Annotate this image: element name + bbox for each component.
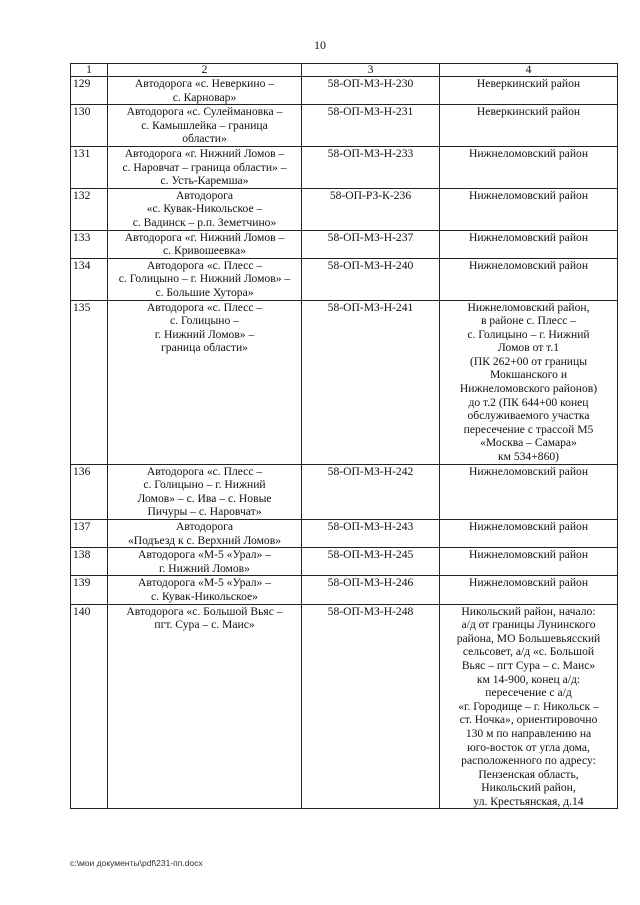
district-line: Нижнеломовский район [468, 146, 589, 160]
road-name-line: Пичуры – с. Наровчат» [147, 505, 262, 519]
row-number: 131 [71, 146, 108, 188]
district-cell [440, 230, 618, 258]
table-row [71, 146, 618, 188]
district-cell [440, 146, 618, 188]
table-row [71, 576, 618, 604]
road-name-cell [108, 300, 302, 464]
road-code: 58-ОП-МЗ-Н-241 [302, 300, 440, 464]
footer-file-path: c:\мои документы\pdf\231-пп.docx [70, 858, 203, 868]
row-number: 136 [71, 464, 108, 519]
road-name-line: области» [182, 132, 227, 146]
road-code: 58-ОП-МЗ-Н-237 [302, 230, 440, 258]
table-row [71, 230, 618, 258]
district-cell [440, 188, 618, 230]
column-header-district: 4 [440, 64, 618, 77]
road-code: 58-ОП-МЗ-Н-243 [302, 520, 440, 548]
district-line: (ПК 262+00 от границы [470, 354, 587, 368]
district-line: Никольский район, начало: [461, 604, 596, 618]
district-line: в районе с. Плесс – [480, 314, 577, 328]
district-line: Нижнеломовский район [468, 188, 589, 202]
district-line: пересечение с трассой М5 [463, 422, 594, 436]
road-name-cell [108, 548, 302, 576]
road-name-cell [108, 604, 302, 809]
district-cell [440, 548, 618, 576]
district-cell [440, 105, 618, 147]
table-row [71, 604, 618, 809]
road-name-line: Автодорога «с. Плесс – [146, 258, 263, 272]
district-line: сельсовет, а/д «с. Большой [462, 645, 595, 659]
road-name-line: с. Наровчат – граница области» – [122, 160, 287, 174]
table-row [71, 300, 618, 464]
road-name-line: Автодорога «с. Плесс – [146, 464, 263, 478]
district-line: а/д от границы Лунинского [461, 618, 596, 632]
district-line: Ломов от т.1 [497, 341, 560, 355]
district-line: Нижнеломовский район [468, 520, 589, 533]
district-line: Неверкинский район [476, 77, 581, 90]
district-line: пересечение с а/д [485, 686, 572, 700]
district-line: ст. Ночка», ориентировочно [459, 713, 598, 727]
road-name-line: с. Голицыно – [170, 314, 239, 328]
road-name-line: с. Голицыно – г. Нижний Ломов» – [118, 272, 291, 286]
row-number: 130 [71, 105, 108, 147]
road-name-line: граница области» [161, 341, 248, 355]
column-header-number: 1 [71, 64, 108, 77]
road-code: 58-ОП-МЗ-Н-246 [302, 576, 440, 604]
road-name-line: с. Камышлейка – граница [141, 118, 268, 132]
table-row [71, 258, 618, 300]
road-name-cell [108, 105, 302, 147]
road-name-line: Ломов» – с. Ива – с. Новые [137, 491, 272, 505]
district-line: Никольский район, [481, 781, 576, 795]
road-name-cell [108, 520, 302, 548]
road-name-line: «с. Кувак-Никольское – [146, 202, 263, 216]
road-code: 58-ОП-МЗ-Н-248 [302, 604, 440, 809]
district-line: Неверкинский район [476, 105, 581, 119]
district-cell [440, 77, 618, 105]
district-cell [440, 464, 618, 519]
district-cell [440, 300, 618, 464]
district-line: км 534+860) [497, 450, 560, 464]
table-row [71, 520, 618, 548]
district-cell [440, 520, 618, 548]
road-name-cell [108, 146, 302, 188]
road-code: 58-ОП-МЗ-Н-231 [302, 105, 440, 147]
district-line: Нижнеломовский район [468, 230, 589, 244]
road-name-line: Автодорога «М-5 «Урал» – [138, 548, 271, 562]
district-line: Нижнеломовский район [468, 548, 589, 562]
district-cell [440, 258, 618, 300]
road-name-cell [108, 77, 302, 105]
road-name-line: Автодорога «с. Сулеймановка – [126, 105, 283, 119]
district-line: Нижнеломовский район, [467, 300, 590, 314]
page-number: 10 [314, 38, 326, 52]
road-name-line: с. Усть-Каремша» [160, 174, 249, 188]
district-line: района, МО Большевьясский [456, 631, 601, 645]
road-code: 58-ОП-МЗ-Н-242 [302, 464, 440, 519]
road-name-cell [108, 464, 302, 519]
road-name-line: г. Нижний Ломов» [159, 561, 250, 575]
district-line: расположенного по адресу: [461, 754, 596, 768]
row-number: 135 [71, 300, 108, 464]
district-line: Пензенская область, [478, 767, 579, 781]
table-row [71, 77, 618, 105]
road-name-line: с. Голицыно – г. Нижний [143, 478, 266, 492]
row-number: 139 [71, 576, 108, 604]
district-line: Нижнеломовский район [468, 464, 589, 478]
road-name-line: Автодорога «г. Нижний Ломов – [124, 230, 285, 244]
road-name-cell [108, 188, 302, 230]
district-line: Нижнеломовского районов) [459, 382, 598, 396]
row-number: 132 [71, 188, 108, 230]
district-line: Нижнеломовский район [468, 258, 589, 272]
district-line: ул. Крестьянская, д.14 [473, 794, 584, 808]
row-number: 134 [71, 258, 108, 300]
district-line: с. Голицыно – г. Нижний [467, 327, 590, 341]
district-line: до т.2 (ПК 644+00 конец [468, 395, 589, 409]
district-line: км 14-900, конец а/д: [476, 672, 581, 686]
road-name-line: Автодорога «г. Нижний Ломов – [124, 146, 285, 160]
column-header-road-code: 3 [302, 64, 440, 77]
table-row [71, 548, 618, 576]
district-cell [440, 576, 618, 604]
road-code: 58-ОП-МЗ-Н-240 [302, 258, 440, 300]
road-name-line: с. Карновар» [172, 90, 237, 104]
road-name-line: Автодорога [175, 188, 234, 202]
row-number: 140 [71, 604, 108, 809]
district-line: юго-восток от угла дома, [467, 740, 590, 754]
road-name-line: Автодорога «с. Плесс – [146, 300, 263, 314]
district-line: обслуживаемого участка [467, 409, 590, 423]
roads-table [70, 63, 618, 809]
road-name-line: пгт. Сура – с. Маис» [154, 618, 255, 632]
district-line: Вьяс – пгт Сура – с. Маис» [461, 658, 596, 672]
road-code: 58-ОП-МЗ-Н-245 [302, 548, 440, 576]
district-line: «Москва – Самара» [480, 436, 577, 450]
district-line: 130 м по направлению на [465, 726, 592, 740]
table-header-row [71, 64, 618, 77]
district-line: Нижнеломовский район [468, 576, 589, 590]
road-name-cell [108, 258, 302, 300]
road-name-line: Автодорога «с. Неверкино – [134, 77, 275, 90]
row-number: 133 [71, 230, 108, 258]
district-line: «г. Городище – г. Никольск – [458, 699, 599, 713]
row-number: 129 [71, 77, 108, 105]
road-name-line: с. Вадинск – р.п. Земетчино» [132, 215, 277, 229]
road-name-line: г. Нижний Ломов» – [154, 327, 255, 341]
row-number: 137 [71, 520, 108, 548]
road-name-line: с. Кувак-Никольское» [151, 589, 258, 603]
district-cell [440, 604, 618, 809]
road-name-cell [108, 576, 302, 604]
table-row [71, 105, 618, 147]
road-name-line: Автодорога «М-5 «Урал» – [138, 576, 271, 590]
table-row [71, 188, 618, 230]
roads-table-body [71, 64, 618, 809]
road-name-line: Автодорога «с. Большой Вьяс – [126, 604, 283, 618]
road-name-line: с. Большие Хутора» [155, 285, 254, 299]
district-line: Мокшанского и [489, 368, 568, 382]
column-header-road-name: 2 [108, 64, 302, 77]
road-name-line: с. Кривошеевка» [163, 244, 246, 258]
road-name-line: «Подъезд к с. Верхний Ломов» [128, 533, 281, 547]
road-code: 58-ОП-РЗ-К-236 [302, 188, 440, 230]
road-name-cell [108, 230, 302, 258]
road-name-line: Автодорога [175, 520, 234, 533]
row-number: 138 [71, 548, 108, 576]
road-code: 58-ОП-МЗ-Н-233 [302, 146, 440, 188]
road-code: 58-ОП-МЗ-Н-230 [302, 77, 440, 105]
table-row [71, 464, 618, 519]
